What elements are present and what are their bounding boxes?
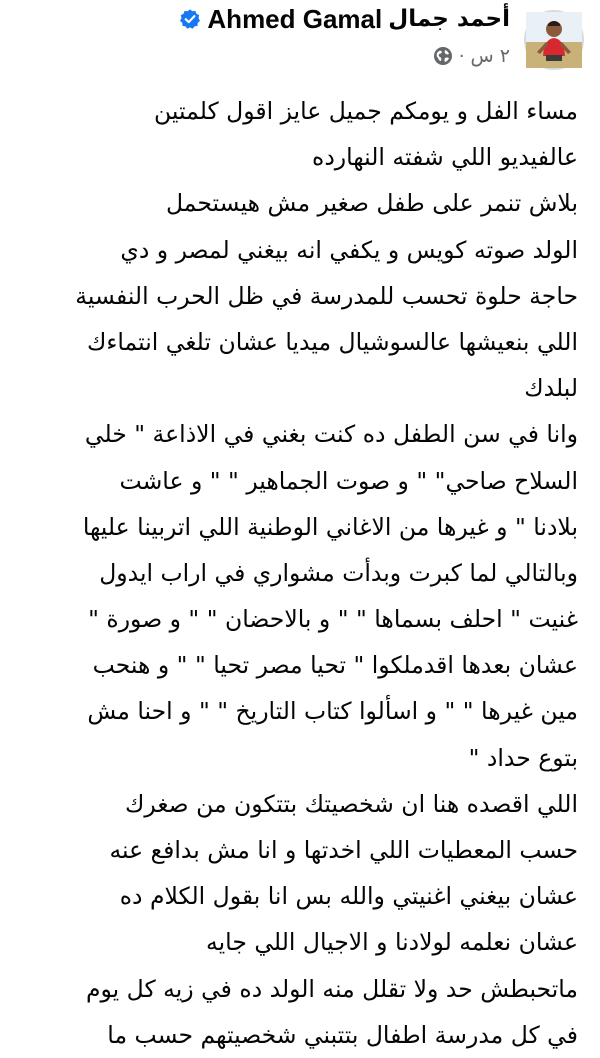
avatar-photo xyxy=(526,12,582,68)
post-body-text xyxy=(8,88,578,1049)
author-name-row xyxy=(179,2,510,36)
author-name-english[interactable]: Ahmed Gamal xyxy=(207,3,383,34)
post-text-line: الولد صوته كويس و يكفي انه بيغني لمصر و دي xyxy=(120,235,578,264)
post-text-line: السلاح صاحي" " و صوت الجماهير " " و عاشت xyxy=(119,466,578,495)
post-text-line: وانا في سن الطفل ده كنت بغني في الاذاعة " خلي xyxy=(84,420,578,449)
post-text-line: مساء الفل و يومكم جميل عايز اقول كلمتين xyxy=(154,97,578,125)
author-name-arabic[interactable]: أحمد جمال xyxy=(388,6,510,32)
post-meta-row xyxy=(433,42,510,70)
post-timestamp[interactable]: ٢ س xyxy=(470,45,510,67)
post-text-line: اللي اقصده هنا ان شخصيتك بتتكون من صغرك xyxy=(125,789,578,818)
post-text-line: حاجة حلوة تحسب للمدرسة في ظل الحرب النفسية xyxy=(75,281,578,310)
post-text-line: بلادنا " و غيرها من الاغاني الوطنية اللي اتربينا عليها xyxy=(82,512,578,541)
globe-icon[interactable] xyxy=(433,46,453,66)
post-text-line: اللي بنعيشها عالسوشيال ميديا عشان تلغي انتماءك xyxy=(86,327,578,356)
post-text-line: لبلدك xyxy=(524,374,578,403)
post-text-line: وبالتالي لما كبرت وبدأت مشواري في اراب ايدول xyxy=(99,558,578,587)
post-text-line: مين غيرها " " و اسألوا كتاب التاريخ " " و احنا مش xyxy=(87,697,578,726)
post-text-line: عشان بعدها اقدملكوا " تحيا مصر تحيا " " و هنحب xyxy=(92,651,578,680)
post-text-line: حسب المعطيات اللي اخدتها و انا مش بدافع عنه xyxy=(109,836,578,864)
post-text-line: في كل مدرسة اطفال بتتبني شخصيتهم حسب ما xyxy=(107,1020,578,1049)
post-text-line: غنيت " احلف بسماها " " و بالاحضان " " و صورة " xyxy=(88,605,578,634)
author-avatar[interactable] xyxy=(524,10,584,70)
post-header xyxy=(0,0,600,84)
post-text-line: عالفيديو اللي شفته النهارده xyxy=(312,143,578,172)
verified-badge-icon xyxy=(179,8,201,30)
post-text-line: عشان نعلمه لولادنا و الاجيال اللي جايه xyxy=(206,928,578,957)
post-text-line: ماتحبطش حد ولا تقلل منه الولد ده في زيه كل يوم xyxy=(85,974,578,1003)
post-text-line: بلاش تنمر على طفل صغير مش هيستحمل xyxy=(165,189,578,218)
post-text-line: عشان بيغني اغنيتي والله بس انا بقول الكلام ده xyxy=(119,882,578,911)
meta-separator: · xyxy=(458,45,465,67)
post-text-line: بتوع حداد " xyxy=(468,743,578,772)
